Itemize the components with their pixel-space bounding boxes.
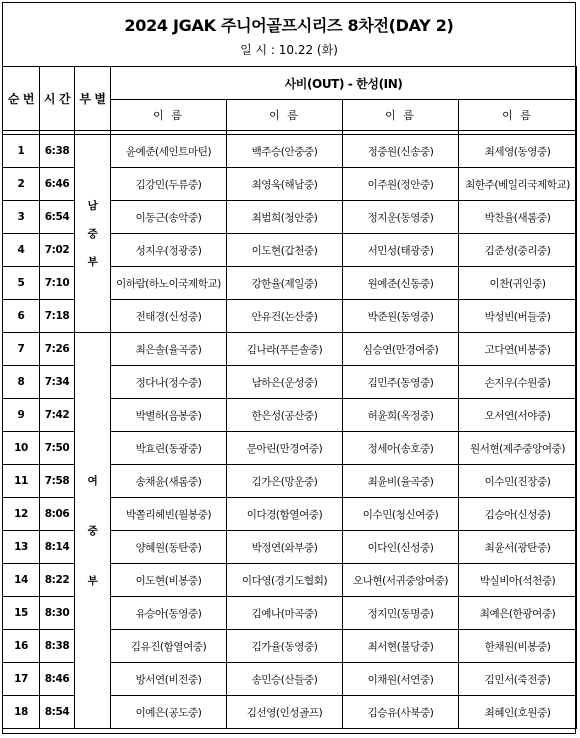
row-number: 8 xyxy=(3,366,40,399)
division-char: 중 xyxy=(87,227,98,240)
player-name: 정중원(신송중) xyxy=(343,135,459,168)
player-name: 이채원(서연중) xyxy=(343,663,459,696)
col-header-no: 순 번 xyxy=(3,67,40,131)
player-name: 최윤서(광탄중) xyxy=(459,531,577,564)
player-name: 문아린(만경여중) xyxy=(227,432,343,465)
tee-time: 8:22 xyxy=(40,564,75,597)
row-number: 10 xyxy=(3,432,40,465)
tee-time: 8:30 xyxy=(40,597,75,630)
player-name: 박정연(와부중) xyxy=(227,531,343,564)
tee-time: 7:42 xyxy=(40,399,75,432)
player-name: 김준성(중리중) xyxy=(459,234,577,267)
player-name: 정지운(동영중) xyxy=(343,201,459,234)
tee-time-table xyxy=(2,66,577,729)
player-name: 이찬(귀인중) xyxy=(459,267,577,300)
player-name: 박성빈(버들중) xyxy=(459,300,577,333)
player-name: 전태경(신성중) xyxy=(111,300,227,333)
table-row xyxy=(3,135,577,168)
date-line: 일 시 : 10.22 (화) xyxy=(240,43,338,57)
tee-time: 7:18 xyxy=(40,300,75,333)
player-name: 김선영(인성골프) xyxy=(227,696,343,729)
player-name: 김가은(망운중) xyxy=(227,465,343,498)
player-name: 이동근(송악중) xyxy=(111,201,227,234)
tee-time: 6:46 xyxy=(40,168,75,201)
player-name: 박쫄리헤빈(월봉중) xyxy=(111,498,227,531)
tee-time: 8:54 xyxy=(40,696,75,729)
player-name: 이다영(경기도협회) xyxy=(227,564,343,597)
tee-time-sheet xyxy=(2,2,576,734)
page-title: 2024 JGAK 주니어골프시리즈 8차전(DAY 2) xyxy=(124,16,454,35)
player-name: 오서연(서야중) xyxy=(459,399,577,432)
player-name: 정다나(정수중) xyxy=(111,366,227,399)
player-name: 원서현(제주중앙여중) xyxy=(459,432,577,465)
division-char: 남 xyxy=(87,199,98,212)
player-name: 강한율(제일중) xyxy=(227,267,343,300)
player-name: 김승유(사북중) xyxy=(343,696,459,729)
player-name: 이주원(정안중) xyxy=(343,168,459,201)
col-header-time: 시 간 xyxy=(40,67,75,131)
col-header-name: 이 름 xyxy=(111,100,227,131)
row-number: 1 xyxy=(3,135,40,168)
col-header-name: 이 름 xyxy=(343,100,459,131)
player-name: 정세아(송호중) xyxy=(343,432,459,465)
row-number: 16 xyxy=(3,630,40,663)
division-char: 여 xyxy=(87,474,98,487)
player-name: 최예은(한광여중) xyxy=(459,597,577,630)
tee-time: 8:38 xyxy=(40,630,75,663)
row-number: 7 xyxy=(3,333,40,366)
player-name: 이수민(청신여중) xyxy=(343,498,459,531)
player-name: 고다연(비봉중) xyxy=(459,333,577,366)
player-name: 송민승(산들중) xyxy=(227,663,343,696)
player-name: 송채윤(새롬중) xyxy=(111,465,227,498)
player-name: 박준원(동영중) xyxy=(343,300,459,333)
row-number: 14 xyxy=(3,564,40,597)
player-name: 양혜원(동탄중) xyxy=(111,531,227,564)
row-number: 17 xyxy=(3,663,40,696)
division-girls-middle xyxy=(75,333,111,729)
tee-time: 7:10 xyxy=(40,267,75,300)
header-row xyxy=(3,67,577,100)
player-name: 방서연(비전중) xyxy=(111,663,227,696)
title-block xyxy=(3,3,575,66)
tee-time: 7:58 xyxy=(40,465,75,498)
player-name: 최영욱(해남중) xyxy=(227,168,343,201)
player-name: 김가율(동영중) xyxy=(227,630,343,663)
player-name: 이도현(갑천중) xyxy=(227,234,343,267)
player-name: 이도현(비봉중) xyxy=(111,564,227,597)
player-name: 최은솔(율곡중) xyxy=(111,333,227,366)
tee-time: 7:26 xyxy=(40,333,75,366)
player-name: 박찬율(새롬중) xyxy=(459,201,577,234)
tee-time: 7:34 xyxy=(40,366,75,399)
row-number: 9 xyxy=(3,399,40,432)
player-name: 박실비아(석천중) xyxy=(459,564,577,597)
tee-time: 7:50 xyxy=(40,432,75,465)
col-header-name: 이 름 xyxy=(227,100,343,131)
player-name: 김예나(마곡중) xyxy=(227,597,343,630)
player-name: 최한주(베일리국제학교) xyxy=(459,168,577,201)
table-row xyxy=(3,333,577,366)
player-name: 최윤비(율곡중) xyxy=(343,465,459,498)
col-header-course: 사비(OUT) - 한성(IN) xyxy=(111,67,577,100)
player-name: 오나현(서귀중앙여중) xyxy=(343,564,459,597)
player-name: 김민서(죽전중) xyxy=(459,663,577,696)
player-name: 이수민(진장중) xyxy=(459,465,577,498)
player-name: 이예은(공도중) xyxy=(111,696,227,729)
tee-time: 8:14 xyxy=(40,531,75,564)
player-name: 이다인(신성중) xyxy=(343,531,459,564)
col-header-name: 이 름 xyxy=(459,100,577,131)
player-name: 김민주(동영중) xyxy=(343,366,459,399)
player-name: 김강민(두류중) xyxy=(111,168,227,201)
player-name: 박효린(동광중) xyxy=(111,432,227,465)
player-name: 한채원(비봉중) xyxy=(459,630,577,663)
player-name: 심승연(만경여중) xyxy=(343,333,459,366)
player-name: 백주승(안중중) xyxy=(227,135,343,168)
row-number: 5 xyxy=(3,267,40,300)
player-name: 김나라(푸른솔중) xyxy=(227,333,343,366)
player-name: 유승아(동영중) xyxy=(111,597,227,630)
player-name: 최세영(동영중) xyxy=(459,135,577,168)
row-number: 12 xyxy=(3,498,40,531)
player-name: 손지우(수원중) xyxy=(459,366,577,399)
tee-time: 6:38 xyxy=(40,135,75,168)
player-name: 남하은(운성중) xyxy=(227,366,343,399)
player-name: 원예준(신동중) xyxy=(343,267,459,300)
row-number: 6 xyxy=(3,300,40,333)
player-name: 윤예준(세인트마틴) xyxy=(111,135,227,168)
player-name: 박별하(음봉중) xyxy=(111,399,227,432)
row-number: 3 xyxy=(3,201,40,234)
player-name: 성지우(정광중) xyxy=(111,234,227,267)
player-name: 정지민(동명중) xyxy=(343,597,459,630)
tee-time: 8:46 xyxy=(40,663,75,696)
row-number: 13 xyxy=(3,531,40,564)
row-number: 11 xyxy=(3,465,40,498)
tee-time: 8:06 xyxy=(40,498,75,531)
player-name: 안유건(논산중) xyxy=(227,300,343,333)
player-name: 서민성(태광중) xyxy=(343,234,459,267)
player-name: 김유진(함열여중) xyxy=(111,630,227,663)
row-number: 2 xyxy=(3,168,40,201)
col-header-division: 부 별 xyxy=(75,67,111,131)
tee-time: 6:54 xyxy=(40,201,75,234)
row-number: 4 xyxy=(3,234,40,267)
division-char: 중 xyxy=(87,524,98,537)
player-name: 허윤희(옥정중) xyxy=(343,399,459,432)
player-name: 최혜인(호원중) xyxy=(459,696,577,729)
division-char: 부 xyxy=(87,574,98,587)
player-name: 최범희(청안중) xyxy=(227,201,343,234)
player-name: 이다경(함열여중) xyxy=(227,498,343,531)
player-name: 한은성(공산중) xyxy=(227,399,343,432)
row-number: 15 xyxy=(3,597,40,630)
division-char: 부 xyxy=(87,255,98,268)
player-name: 이하람(하노이국제학교) xyxy=(111,267,227,300)
player-name: 최서현(불당중) xyxy=(343,630,459,663)
tee-time: 7:02 xyxy=(40,234,75,267)
row-number: 18 xyxy=(3,696,40,729)
player-name: 김승아(신성중) xyxy=(459,498,577,531)
division-boys-middle xyxy=(75,135,111,333)
